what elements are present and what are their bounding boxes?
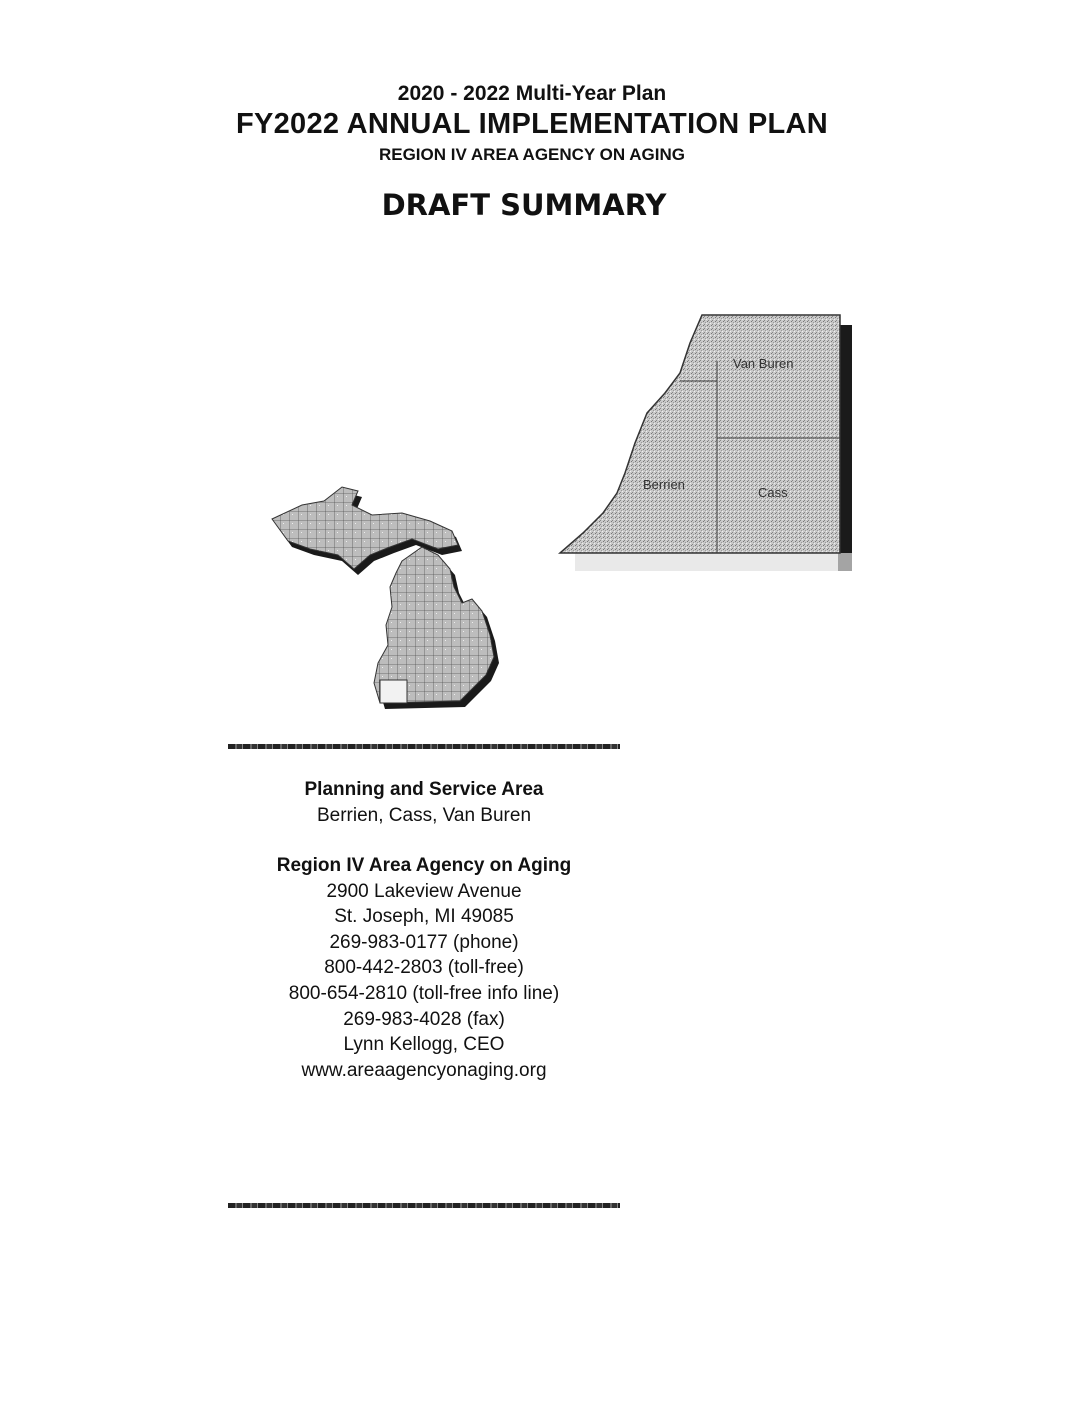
ceo-name: Lynn Kellogg, CEO (343, 1034, 505, 1056)
plan-title: FY2022 ANNUAL IMPLEMENTATION PLAN (235, 108, 829, 140)
agency-name: Region IV Area Agency on Aging (276, 855, 572, 876)
agency-contact-block (224, 853, 624, 1083)
agency-subtitle: REGION IV AREA AGENCY ON AGING (378, 145, 686, 164)
toll-free-number: 800-442-2803 (toll-free) (324, 957, 524, 979)
region-map-shape (560, 315, 840, 553)
address-line2: St. Joseph, MI 49085 (334, 906, 514, 928)
phone-number: 269-983-0177 (phone) (329, 931, 519, 953)
county-label-berrien: Berrien (643, 477, 685, 492)
planning-area-counties: Berrien, Cass, Van Buren (316, 804, 532, 826)
county-label-van-buren: Van Buren (733, 356, 794, 371)
planning-area-heading: Planning and Service Area (304, 779, 544, 800)
top-divider (228, 744, 620, 749)
website-link[interactable]: www.areaagencyonaging.org (301, 1059, 547, 1081)
michigan-state-map (262, 475, 520, 720)
info-line-number: 800-654-2810 (toll-free info line) (288, 982, 560, 1004)
bottom-divider (228, 1203, 620, 1208)
fax-number: 269-983-4028 (fax) (343, 1008, 505, 1030)
region-county-map (555, 313, 860, 575)
planning-area-block (224, 777, 624, 828)
plan-years-heading: 2020 - 2022 Multi-Year Plan (397, 82, 667, 105)
county-label-cass: Cass (758, 485, 788, 500)
address-line1: 2900 Lakeview Avenue (326, 880, 522, 902)
region-iv-highlight (380, 680, 407, 703)
draft-summary-title: DRAFT SUMMARY (381, 188, 667, 222)
